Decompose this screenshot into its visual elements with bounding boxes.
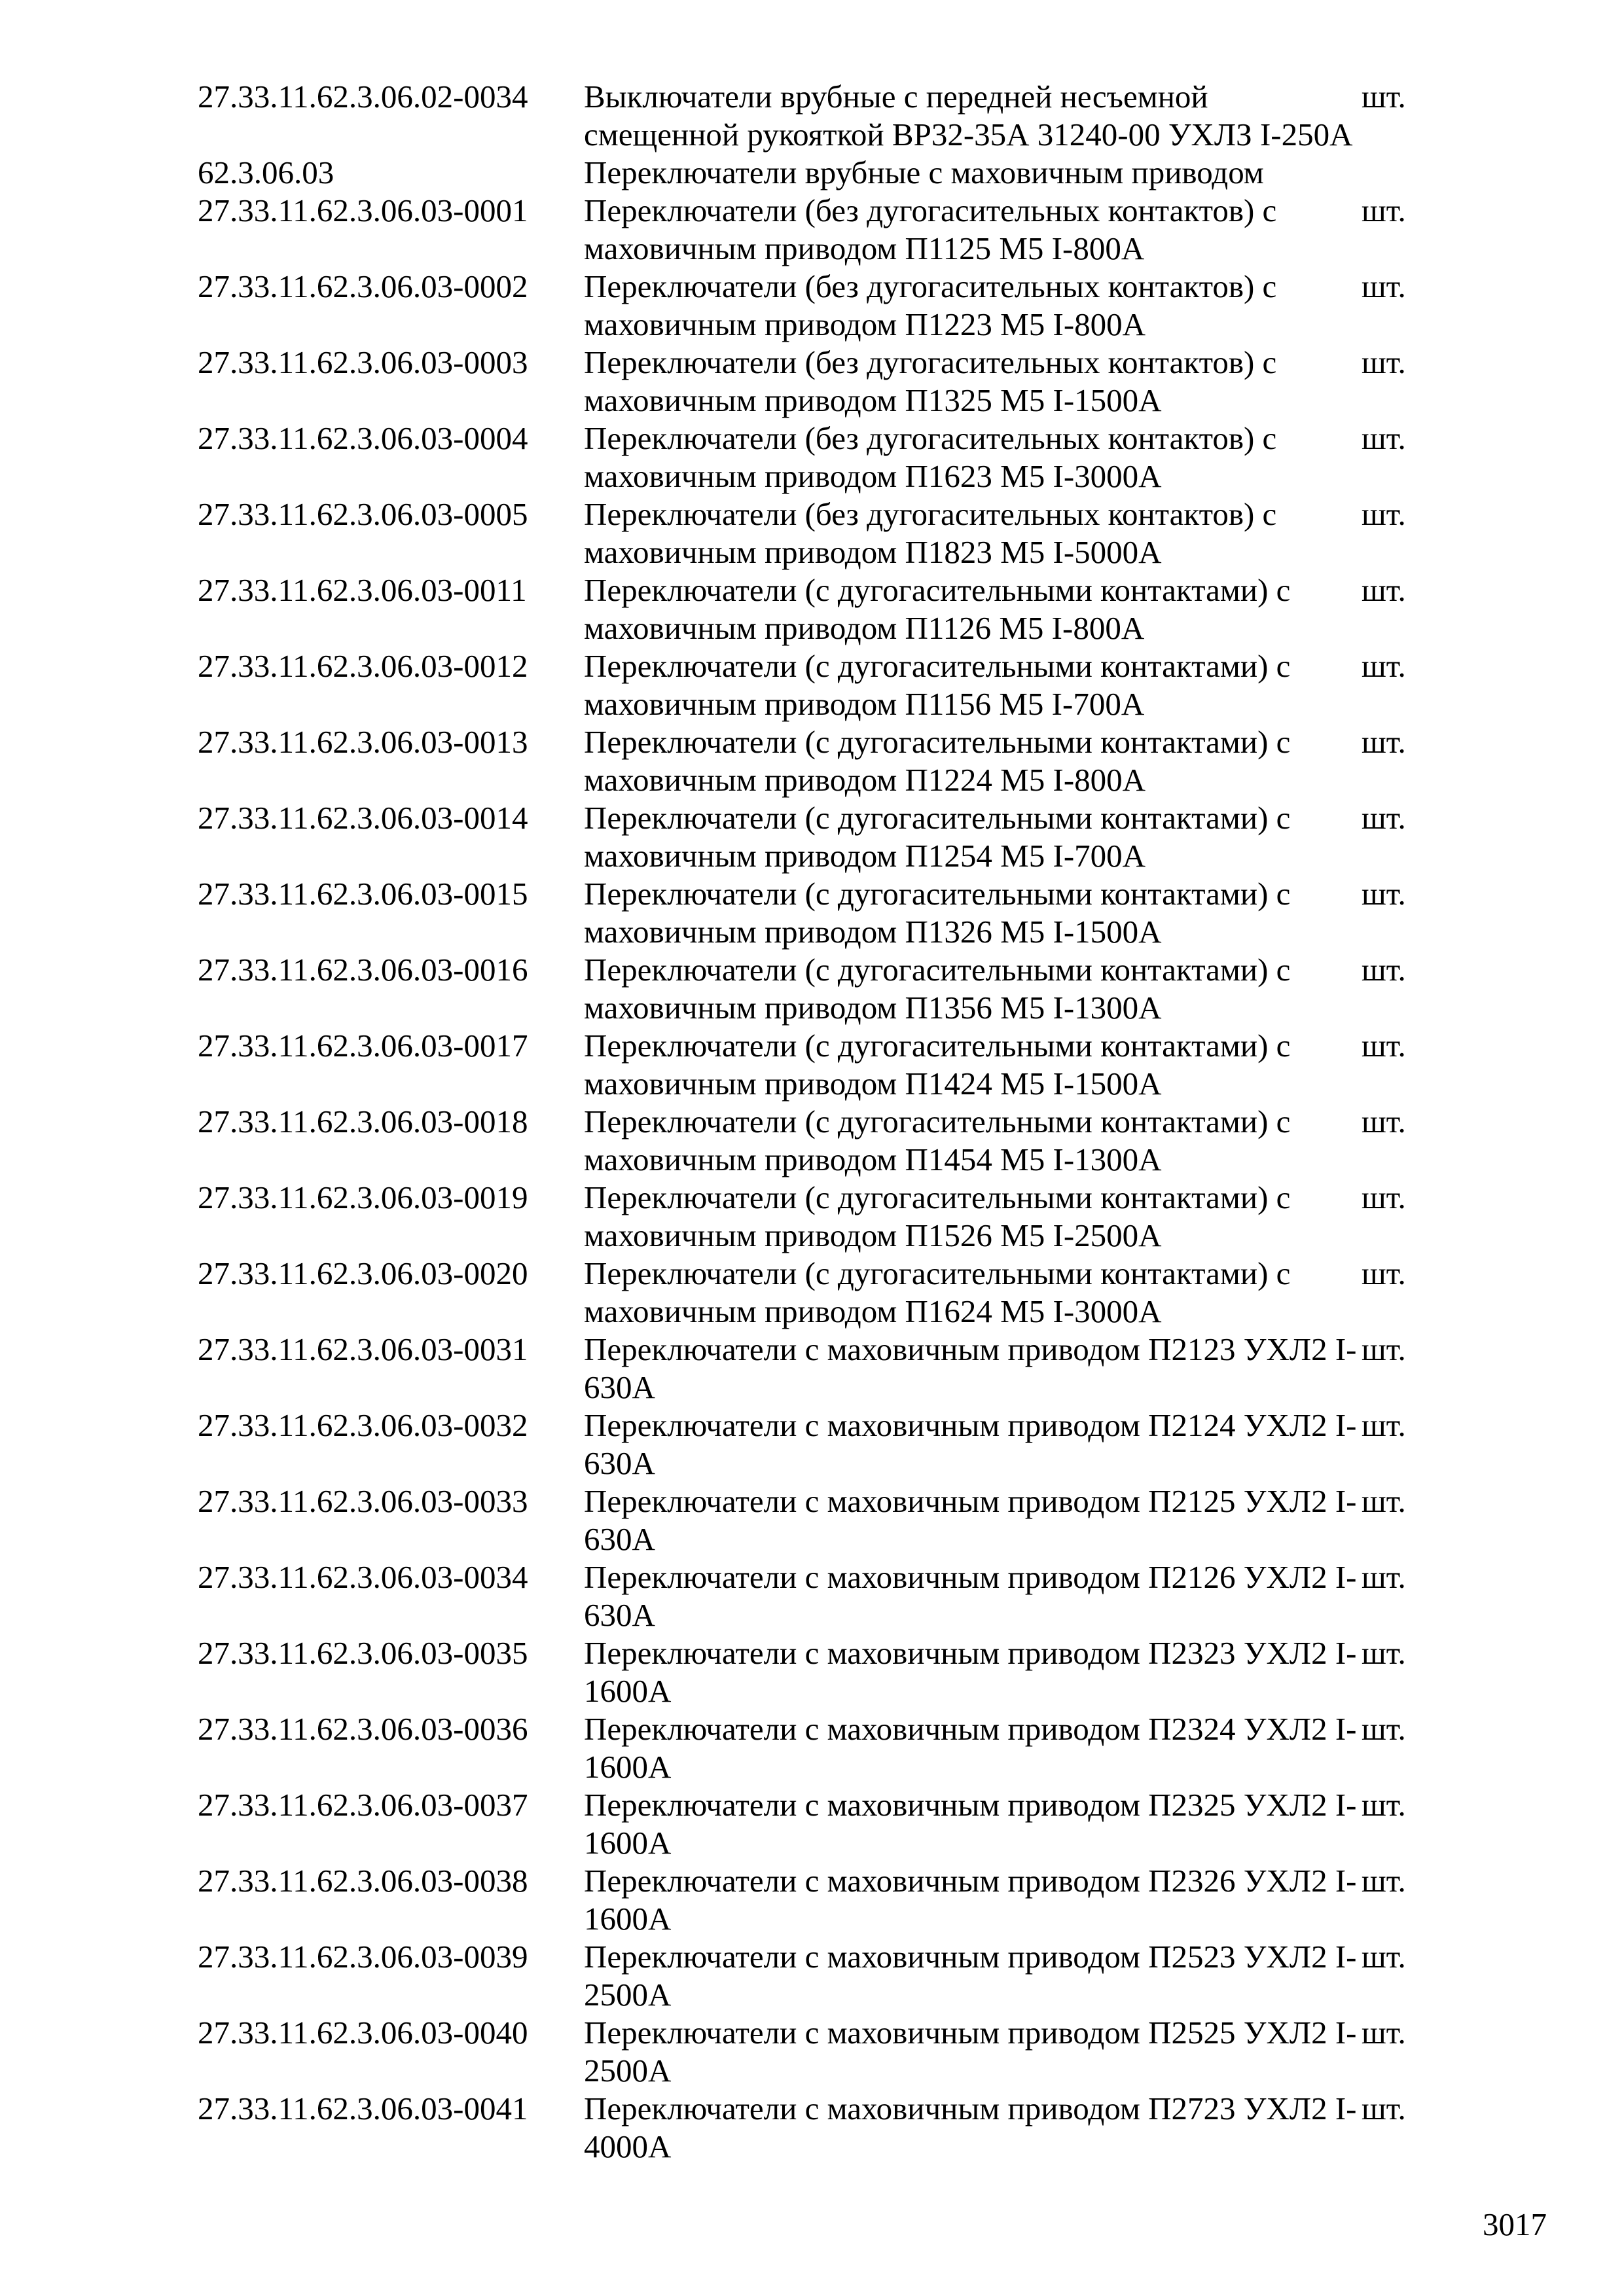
row-name: Переключатели с маховичным приводом П2525 УХЛ2 I-2500А — [584, 2015, 1357, 2089]
row-name: Переключатели (с дугогасительными контактами) с маховичным приводом П1424 М5 I-1500А — [584, 1028, 1291, 1102]
row-name: Переключатели (с дугогасительными контактами) с маховичным приводом П1254 М5 I-700А — [584, 800, 1291, 874]
table-row — [198, 1938, 1441, 2014]
table-row — [198, 799, 1441, 875]
row-name: Переключатели (без дугогасительных контактов) с маховичным приводом П1223 М5 I-800А — [584, 268, 1277, 342]
row-unit: шт. — [1362, 344, 1406, 380]
table-row — [198, 571, 1441, 647]
row-code: 27.33.11.62.3.06.03-0038 — [198, 1863, 528, 1899]
row-unit: шт. — [1362, 1863, 1406, 1899]
row-code: 27.33.11.62.3.06.03-0014 — [198, 800, 528, 836]
row-unit: шт. — [1362, 1407, 1406, 1443]
table-row — [198, 1862, 1441, 1938]
table-row — [198, 1634, 1441, 1710]
table-row — [198, 647, 1441, 723]
row-code: 27.33.11.62.3.06.02-0034 — [198, 79, 528, 115]
row-code: 27.33.11.62.3.06.03-0016 — [198, 952, 528, 988]
table-row — [198, 78, 1441, 154]
row-name: Переключатели врубные с маховичным приводом — [584, 154, 1264, 190]
row-code: 27.33.11.62.3.06.03-0041 — [198, 2090, 528, 2126]
row-name: Переключатели с маховичным приводом П2323 УХЛ2 I-1600А — [584, 1635, 1357, 1709]
row-unit: шт. — [1362, 876, 1406, 912]
row-name: Переключатели (без дугогасительных контактов) с маховичным приводом П1325 М5 I-1500А — [584, 344, 1277, 418]
table-row — [198, 1407, 1441, 1482]
row-code: 27.33.11.62.3.06.03-0001 — [198, 192, 528, 228]
row-name: Переключатели (с дугогасительными контактами) с маховичным приводом П1326 М5 I-1500А — [584, 876, 1291, 950]
table-row — [198, 2090, 1441, 2166]
row-code: 27.33.11.62.3.06.03-0013 — [198, 724, 528, 760]
row-code: 27.33.11.62.3.06.03-0003 — [198, 344, 528, 380]
row-name: Переключатели (без дугогасительных контактов) с маховичным приводом П1623 М5 I-3000А — [584, 420, 1277, 494]
row-code: 27.33.11.62.3.06.03-0005 — [198, 496, 528, 532]
row-name: Переключатели с маховичным приводом П2123 УХЛ2 I-630А — [584, 1331, 1357, 1405]
row-code: 27.33.11.62.3.06.03-0012 — [198, 648, 528, 684]
row-code: 27.33.11.62.3.06.03-0018 — [198, 1103, 528, 1139]
row-code: 27.33.11.62.3.06.03-0040 — [198, 2015, 528, 2051]
row-code: 27.33.11.62.3.06.03-0035 — [198, 1635, 528, 1671]
row-unit: шт. — [1362, 1103, 1406, 1139]
row-name: Переключатели (с дугогасительными контактами) с маховичным приводом П1624 М5 I-3000А — [584, 1255, 1291, 1329]
table-row — [198, 344, 1441, 420]
row-code: 27.33.11.62.3.06.03-0032 — [198, 1407, 528, 1443]
row-unit: шт. — [1362, 1939, 1406, 1975]
row-name: Переключатели (без дугогасительных контактов) с маховичным приводом П1823 М5 I-5000А — [584, 496, 1277, 570]
row-unit: шт. — [1362, 268, 1406, 304]
price-table — [198, 78, 1441, 2166]
row-code: 27.33.11.62.3.06.03-0037 — [198, 1787, 528, 1823]
table-row — [198, 951, 1441, 1027]
row-code: 27.33.11.62.3.06.03-0002 — [198, 268, 528, 304]
table-row — [198, 1103, 1441, 1179]
row-unit: шт. — [1362, 2015, 1406, 2051]
row-name: Переключатели (с дугогасительными контактами) с маховичным приводом П1156 М5 I-700А — [584, 648, 1291, 722]
row-name: Переключатели (с дугогасительными контактами) с маховичным приводом П1356 М5 I-1300А — [584, 952, 1291, 1026]
row-unit: шт. — [1362, 2090, 1406, 2126]
row-name: Переключатели (с дугогасительными контактами) с маховичным приводом П1224 М5 I-800А — [584, 724, 1291, 798]
row-unit: шт. — [1362, 1635, 1406, 1671]
row-unit: шт. — [1362, 952, 1406, 988]
table-row — [198, 1710, 1441, 1786]
row-code: 27.33.11.62.3.06.03-0019 — [198, 1179, 528, 1215]
table-row — [198, 1786, 1441, 1862]
row-unit: шт. — [1362, 572, 1406, 608]
table-row — [198, 1027, 1441, 1103]
page-number: 3017 — [1483, 2206, 1547, 2242]
row-code: 27.33.11.62.3.06.03-0015 — [198, 876, 528, 912]
table-row — [198, 268, 1441, 344]
table-row — [198, 1482, 1441, 1558]
row-name: Переключатели (с дугогасительными контактами) с маховичным приводом П1454 М5 I-1300А — [584, 1103, 1291, 1177]
row-code: 62.3.06.03 — [198, 154, 334, 190]
table-row — [198, 420, 1441, 495]
row-unit: шт. — [1362, 79, 1406, 115]
row-name: Переключатели (без дугогасительных контактов) с маховичным приводом П1125 М5 I-800А — [584, 192, 1277, 266]
row-unit: шт. — [1362, 420, 1406, 456]
table-row — [198, 154, 1441, 192]
table-row — [198, 1179, 1441, 1255]
row-name: Переключатели с маховичным приводом П2325 УХЛ2 I-1600А — [584, 1787, 1357, 1861]
row-name: Переключатели с маховичным приводом П2125 УХЛ2 I-630А — [584, 1483, 1357, 1557]
table-row — [198, 875, 1441, 951]
row-unit: шт. — [1362, 648, 1406, 684]
row-unit: шт. — [1362, 1255, 1406, 1291]
row-name: Переключатели с маховичным приводом П2523 УХЛ2 I-2500А — [584, 1939, 1357, 2013]
row-unit: шт. — [1362, 1559, 1406, 1595]
table-row — [198, 192, 1441, 268]
row-unit: шт. — [1362, 1711, 1406, 1747]
row-code: 27.33.11.62.3.06.03-0033 — [198, 1483, 528, 1519]
table-row — [198, 1331, 1441, 1407]
table-row — [198, 495, 1441, 571]
table-row — [198, 1558, 1441, 1634]
row-code: 27.33.11.62.3.06.03-0020 — [198, 1255, 528, 1291]
row-name: Переключатели с маховичным приводом П2326 УХЛ2 I-1600А — [584, 1863, 1357, 1937]
row-code: 27.33.11.62.3.06.03-0031 — [198, 1331, 528, 1367]
table-row — [198, 2014, 1441, 2090]
row-name: Переключатели с маховичным приводом П2723 УХЛ2 I-4000А — [584, 2090, 1357, 2164]
row-unit: шт. — [1362, 1028, 1406, 1064]
row-unit: шт. — [1362, 1331, 1406, 1367]
row-code: 27.33.11.62.3.06.03-0036 — [198, 1711, 528, 1747]
row-name: Переключатели с маховичным приводом П2126 УХЛ2 I-630А — [584, 1559, 1357, 1633]
row-unit: шт. — [1362, 496, 1406, 532]
row-unit: шт. — [1362, 800, 1406, 836]
row-name: Переключатели с маховичным приводом П2324 УХЛ2 I-1600А — [584, 1711, 1357, 1785]
row-name: Выключатели врубные с передней несъемной смещенной рукояткой ВР32-35А 31240-00 УХЛЗ I-250А — [584, 79, 1353, 152]
row-unit: шт. — [1362, 1179, 1406, 1215]
table-row — [198, 1255, 1441, 1331]
row-code: 27.33.11.62.3.06.03-0011 — [198, 572, 527, 608]
row-code: 27.33.11.62.3.06.03-0039 — [198, 1939, 528, 1975]
row-code: 27.33.11.62.3.06.03-0034 — [198, 1559, 528, 1595]
row-name: Переключатели (с дугогасительными контактами) с маховичным приводом П1126 М5 I-800А — [584, 572, 1291, 646]
row-unit: шт. — [1362, 724, 1406, 760]
row-name: Переключатели (с дугогасительными контактами) с маховичным приводом П1526 М5 I-2500А — [584, 1179, 1291, 1253]
row-unit: шт. — [1362, 1483, 1406, 1519]
row-code: 27.33.11.62.3.06.03-0017 — [198, 1028, 528, 1064]
row-name: Переключатели с маховичным приводом П2124 УХЛ2 I-630А — [584, 1407, 1357, 1481]
table-row — [198, 723, 1441, 799]
row-unit: шт. — [1362, 192, 1406, 228]
row-code: 27.33.11.62.3.06.03-0004 — [198, 420, 528, 456]
row-unit: шт. — [1362, 1787, 1406, 1823]
